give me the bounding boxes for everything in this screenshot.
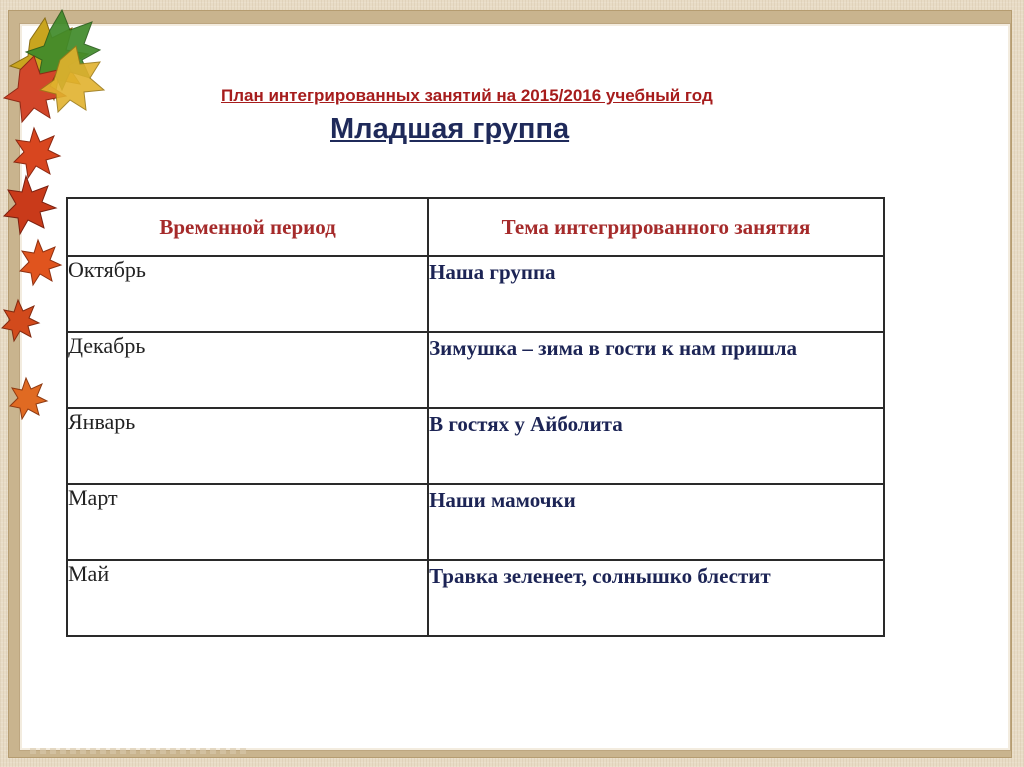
- schedule-table: [66, 197, 885, 637]
- table-row: [67, 484, 884, 560]
- header-period: Временной период: [67, 198, 428, 256]
- topic-cell: В гостях у Айболита: [428, 408, 884, 484]
- period-cell: Март: [67, 484, 428, 560]
- page-title: Младшая группа: [330, 113, 570, 145]
- topic-cell: Наша группа: [428, 256, 884, 332]
- table-row: [67, 560, 884, 636]
- footer-decoration: [30, 748, 250, 754]
- table-row: [67, 408, 884, 484]
- header-topic: Тема интегрированного занятия: [428, 198, 884, 256]
- table-row: [67, 332, 884, 408]
- topic-cell: Зимушка – зима в гости к нам пришла: [428, 332, 884, 408]
- topic-cell: Травка зеленеет, солнышко блестит: [428, 560, 884, 636]
- period-cell: Январь: [67, 408, 428, 484]
- period-cell: Май: [67, 560, 428, 636]
- table-row: [67, 256, 884, 332]
- period-cell: Октябрь: [67, 256, 428, 332]
- topic-cell: Наши мамочки: [428, 484, 884, 560]
- plan-subtitle: План интегрированных занятий на 2015/2016 учебный год: [221, 86, 713, 105]
- period-cell: Декабрь: [67, 332, 428, 408]
- table-header-row: [67, 198, 884, 256]
